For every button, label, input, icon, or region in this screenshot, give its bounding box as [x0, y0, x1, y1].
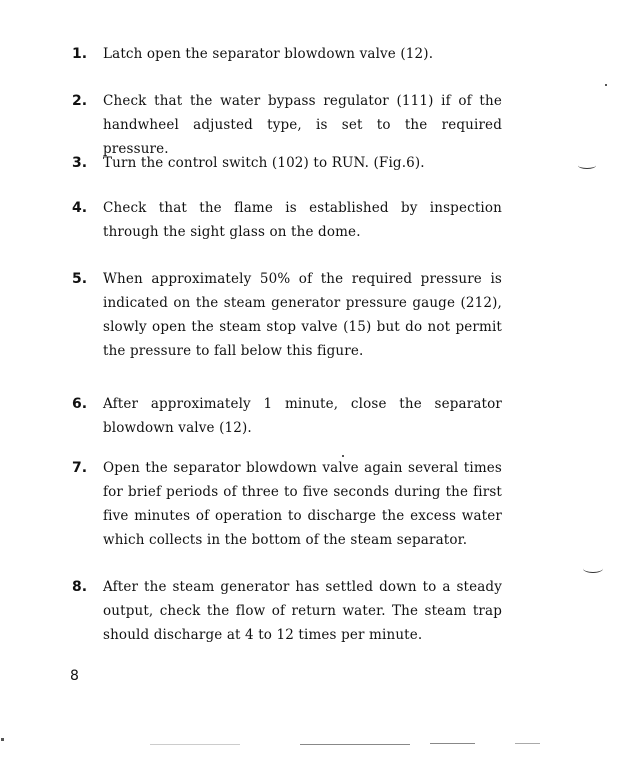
scan-speck	[605, 84, 607, 86]
scan-mark	[583, 564, 603, 573]
step-number: 2.	[72, 93, 88, 109]
step-text: Latch open the separator blowdown valve (12).	[103, 46, 434, 62]
step-number: 8.	[72, 579, 88, 595]
step-3	[72, 151, 502, 175]
step-number: 1.	[72, 46, 88, 62]
step-number: 4.	[72, 200, 88, 216]
step-8	[72, 575, 502, 647]
scan-line	[515, 743, 540, 744]
step-text: Check that the water bypass regulator (111) if of the handwheel adjusted type, is set to the required pressure.	[103, 93, 502, 157]
scan-mark	[578, 162, 596, 169]
step-text: Open the separator blowdown valve again several times for brief periods of three to five seconds during the first five minutes of operation to discharge the excess water which collects in the bottom of the steam separator.	[103, 460, 502, 548]
step-text: When approximately 50% of the required pressure is indicated on the steam generator pressure gauge (212), slowly open the steam stop valve (15) but do not permit the pressure to fall below this figure.	[103, 271, 502, 359]
step-number: 3.	[72, 155, 88, 171]
step-text: After the steam generator has settled down to a steady output, check the flow of return water. The steam trap should discharge at 4 to 12 times per minute.	[103, 579, 502, 643]
step-number: 5.	[72, 271, 88, 287]
scan-line	[150, 744, 240, 745]
step-5	[72, 267, 502, 363]
scan-speck	[1, 738, 4, 741]
scan-line	[430, 743, 475, 744]
step-4	[72, 196, 502, 244]
step-text: Check that the flame is established by inspection through the sight glass on the dome.	[103, 200, 502, 240]
scan-line	[300, 744, 410, 745]
step-1	[72, 42, 502, 66]
step-number: 7.	[72, 460, 88, 476]
step-number: 6.	[72, 396, 88, 412]
page-number: 8	[70, 668, 79, 684]
step-6	[72, 392, 502, 440]
step-7	[72, 456, 502, 552]
scan-speck	[342, 455, 344, 457]
step-text: After approximately 1 minute, close the separator blowdown valve (12).	[103, 396, 502, 436]
step-text: Turn the control switch (102) to RUN. (Fig.6).	[103, 155, 425, 171]
